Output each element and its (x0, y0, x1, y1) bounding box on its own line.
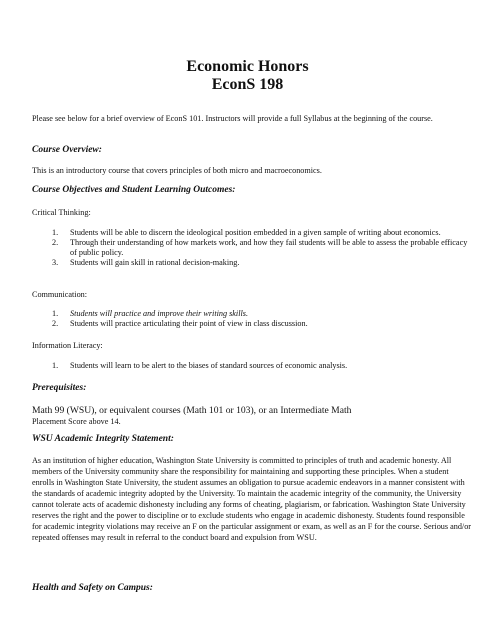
prerequisites-heading: Prerequisites: (32, 383, 87, 393)
overview-text: This is an introductory course that covers principles of both micro and macroeconomics. (32, 166, 322, 175)
list-number: 2. (52, 238, 59, 247)
list-item (52, 238, 472, 258)
list-text: Students will practice articulating their point of view in class discussion. (70, 319, 308, 328)
integrity-heading: WSU Academic Integrity Statement: (32, 434, 174, 444)
list-number: 1. (52, 361, 59, 370)
list-text: Students will practice and improve their writing skills. (70, 309, 248, 318)
health-safety-heading: Health and Safety on Campus: (32, 583, 153, 593)
intro-paragraph: Please see below for a brief overview of EconS 101. Instructors will provide a full Syllabus at the beginning of the course. (32, 114, 433, 123)
list-number: 3. (52, 258, 59, 267)
list-text: Students will learn to be alert to the biases of standard sources of economic analysis. (70, 361, 348, 370)
information-literacy-list (52, 361, 472, 371)
document-subtitle: EconS 198 (211, 76, 284, 93)
list-text: Students will gain skill in rational decision-making. (70, 258, 240, 267)
communication-label: Communication: (32, 290, 88, 299)
list-item (52, 361, 472, 371)
list-number: 1. (52, 228, 59, 237)
list-item (52, 309, 472, 319)
document-title: Economic Honors (186, 58, 309, 75)
information-literacy-label: Information Literacy: (32, 341, 103, 350)
critical-thinking-label: Critical Thinking: (32, 208, 91, 217)
list-item (52, 319, 472, 329)
list-item (52, 228, 472, 238)
list-item (52, 258, 472, 268)
objectives-heading: Course Objectives and Student Learning Outcomes: (32, 185, 236, 195)
list-text: Students will be able to discern the ideological position embedded in a given sample of writing about economics. (70, 228, 441, 237)
integrity-text: As an institution of higher education, Washington State University is committed to principles of truth and academic honesty. All members of the University community share the responsibility for maintaining and supporting these principles. When a student enrolls in Washington State University, the student assumes an obligation to pursue academic endeavors in a manner consistent with the standards of academic integrity adopted by the University. To maintain the academic integrity of the community, the University cannot tolerate acts of academic dishonesty including any forms of cheating, plagiarism, or fabrication. Washington State University reserves the right and the power to discipline or to exclude students who engage in academic dishonesty. Students found responsible for academic integrity violations may receive an F on the particular assignment or exam, as well as an F for the course. Serious and/or repeated offenses may result in referral to the conduct board and expulsion from WSU. (32, 456, 472, 542)
list-number: 1. (52, 309, 59, 318)
overview-heading: Course Overview: (32, 145, 102, 155)
critical-thinking-list (52, 228, 472, 268)
list-number: 2. (52, 319, 59, 328)
prerequisites-line2: Placement Score above 14. (32, 417, 121, 426)
list-text: Through their understanding of how markets work, and how they fail students will be able to assess the probable efficacy of public policy. (70, 238, 468, 257)
communication-list (52, 309, 472, 329)
prerequisites-line1: Math 99 (WSU), or equivalent courses (Math 101 or 103), or an Intermediate Math (32, 405, 352, 416)
